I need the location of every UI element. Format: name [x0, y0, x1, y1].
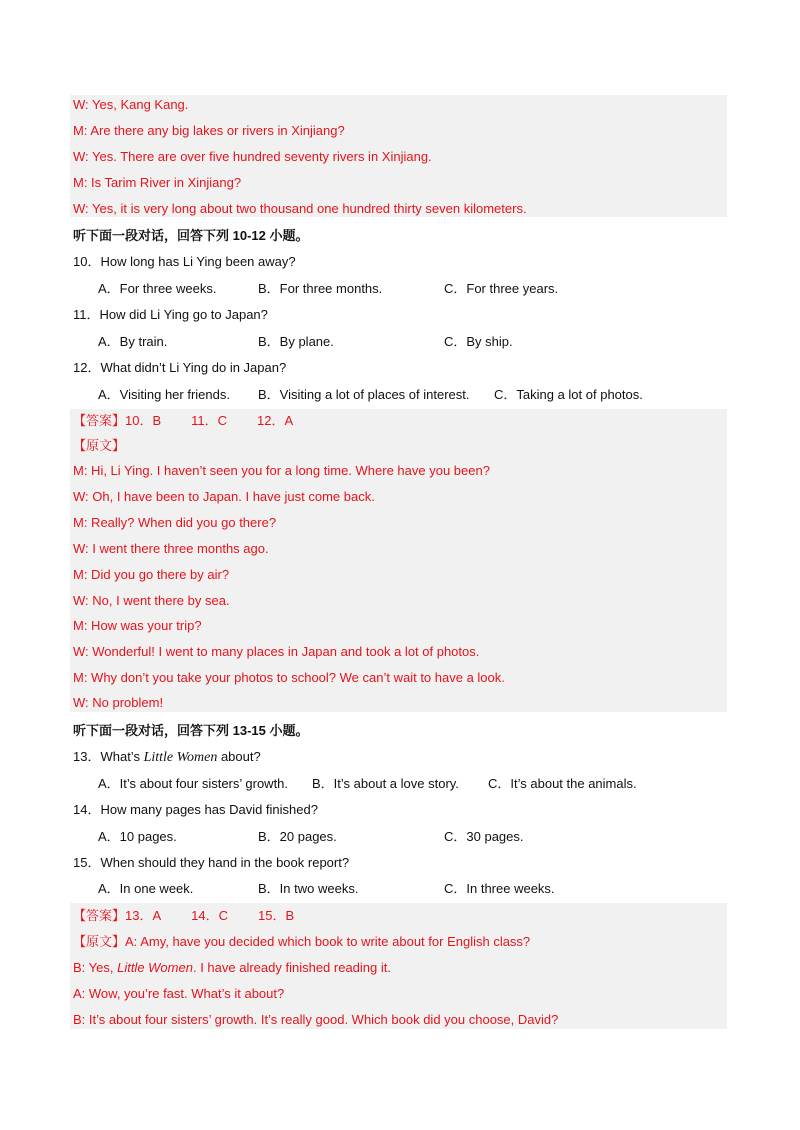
q11-option-c: C．By ship. [444, 334, 513, 349]
transcript-text: . I have already finished reading it. [192, 960, 391, 975]
q12-option-c: C．Taking a lot of photos. [494, 387, 643, 402]
section-heading: 听下面一段对话，回答下列 13-15 小题。 [73, 723, 309, 738]
q14-option-b: B．20 pages. [258, 829, 337, 844]
q15-option-b: B．In two weeks. [258, 881, 359, 896]
transcript-line: M: Are there any big lakes or rivers in Xinjiang? [73, 123, 345, 138]
transcript-label: 【原文】 [73, 935, 126, 950]
transcript-line: W: No, I went there by sea. [73, 593, 230, 608]
answer-12: 12．A [257, 413, 294, 428]
q10-option-a: A．For three weeks. [98, 281, 217, 296]
book-title: Little Women [117, 960, 193, 975]
transcript-line: A: Wow, you’re fast. What’s it about? [73, 986, 285, 1001]
transcript-label: 【原文】 [73, 439, 126, 454]
question-11: 11．How did Li Ying go to Japan? [73, 307, 268, 322]
q13-option-c: C．It’s about the animals. [488, 776, 637, 791]
answer-label: 【答案】 [73, 414, 126, 429]
transcript-line [73, 929, 530, 955]
transcript-text: B: Yes, [73, 960, 118, 975]
transcript-text: A: Amy, have you decided which book to write about for English class? [125, 934, 531, 949]
transcript-line [73, 955, 391, 981]
q13-option-b: B．It’s about a love story. [312, 776, 459, 791]
transcript-line: B: It’s about four sisters’ growth. It’s really good. Which book did you choose, David? [73, 1012, 559, 1027]
transcript-line: W: Yes, Kang Kang. [73, 97, 189, 112]
q13-book-title: Little Women [143, 750, 218, 765]
q13-stem-post: about? [217, 749, 261, 764]
answer-15: 15．B [258, 908, 295, 923]
transcript-line: W: No problem! [73, 695, 164, 710]
transcript-line: M: Hi, Li Ying. I haven’t seen you for a long time. Where have you been? [73, 463, 490, 478]
transcript-line: W: Oh, I have been to Japan. I have just come back. [73, 489, 375, 504]
transcript-line: W: Wonderful! I went to many places in Japan and took a lot of photos. [73, 644, 480, 659]
question-12: 12．What didn’t Li Ying do in Japan? [73, 360, 287, 375]
q12-option-a: A．Visiting her friends. [98, 387, 230, 402]
answer-10: 10．B [125, 413, 162, 428]
question-14: 14．How many pages has David finished? [73, 802, 318, 817]
transcript-line: M: Did you go there by air? [73, 567, 230, 582]
q12-option-b: B．Visiting a lot of places of interest. [258, 387, 470, 402]
q14-option-c: C．30 pages. [444, 829, 524, 844]
answer-label: 【答案】 [73, 909, 126, 924]
answer-13: 13．A [125, 908, 162, 923]
question-13 [73, 744, 261, 770]
question-10: 10．How long has Li Ying been away? [73, 254, 296, 269]
transcript-line: W: Yes. There are over five hundred seventy rivers in Xinjiang. [73, 149, 432, 164]
section-heading: 听下面一段对话，回答下列 10-12 小题。 [73, 228, 309, 243]
q13-stem-pre: 13．What’s [73, 749, 144, 764]
q14-option-a: A．10 pages. [98, 829, 177, 844]
transcript-line: W: Yes, it is very long about two thousand one hundred thirty seven kilometers. [73, 201, 527, 216]
answer-line [73, 408, 293, 434]
q15-option-a: A．In one week. [98, 881, 194, 896]
q11-option-a: A．By train. [98, 334, 168, 349]
q10-option-b: B．For three months. [258, 281, 383, 296]
answer-11: 11．C [191, 413, 228, 428]
transcript-line: M: Really? When did you go there? [73, 515, 277, 530]
q13-option-a: A．It’s about four sisters’ growth. [98, 776, 289, 791]
transcript-line: W: I went there three months ago. [73, 541, 269, 556]
transcript-line: M: Is Tarim River in Xinjiang? [73, 175, 242, 190]
question-15: 15．When should they hand in the book report? [73, 855, 350, 870]
q10-option-c: C．For three years. [444, 281, 559, 296]
answer-14: 14．C [191, 908, 229, 923]
answer-line [73, 903, 294, 929]
q11-option-b: B．By plane. [258, 334, 334, 349]
transcript-line: M: How was your trip? [73, 618, 202, 633]
transcript-line: M: Why don’t you take your photos to school? We can’t wait to have a look. [73, 670, 505, 685]
q15-option-c: C．In three weeks. [444, 881, 555, 896]
